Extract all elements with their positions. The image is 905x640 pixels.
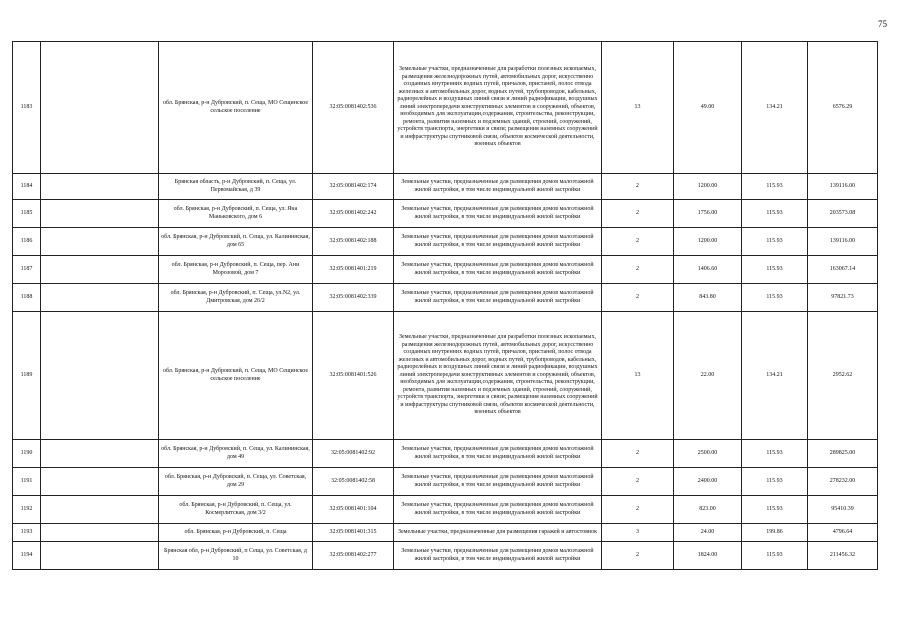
- land-use-cell: Земельные участки, предназначенные для размещения домов малоэтажной жилой застройки, в том числе индивидуальной жилой застройки: [394, 468, 602, 496]
- category-cell: 2: [602, 174, 674, 200]
- category-cell: 13: [602, 42, 674, 174]
- cadastral-number-cell: 32:05:0081402:174: [313, 174, 394, 200]
- cadastral-number-cell: 32:05:0081401:104: [313, 496, 394, 524]
- address-cell: обл. Брянская, р-н Дубровский, п. Сеща, ул. Яна Маньковского, дом 6: [159, 200, 313, 228]
- address-cell: обл. Брянская, р-н Дубровский, п. Сеща, ул. Космерлитская, дом 3/2: [159, 496, 313, 524]
- table-row: [13, 542, 878, 570]
- cadastral-number-cell: 32:05:0081402:242: [313, 200, 394, 228]
- empty-cell: [41, 496, 159, 524]
- row-number: 1183: [13, 42, 41, 174]
- area-cell: 2500.00: [674, 440, 742, 468]
- land-use-cell: Земельные участки, предназначенные для размещения домов малоэтажной жилой застройки, в том числе индивидуальной жилой застройки: [394, 200, 602, 228]
- empty-cell: [41, 542, 159, 570]
- rate-cell: 115.93: [742, 228, 808, 256]
- cadastral-value-cell: 95410.39: [808, 496, 878, 524]
- rate-cell: 199.86: [742, 524, 808, 542]
- table-row: [13, 228, 878, 256]
- category-cell: 13: [602, 312, 674, 440]
- land-use-cell: Земельные участки, предназначенные для размещения домов малоэтажной жилой застройки, в том числе индивидуальной жилой застройки: [394, 284, 602, 312]
- table-row: [13, 468, 878, 496]
- row-number: 1187: [13, 256, 41, 284]
- cadastral-value-cell: 6576.29: [808, 42, 878, 174]
- cadastral-number-cell: 32:05:0081401:219: [313, 256, 394, 284]
- category-cell: 2: [602, 542, 674, 570]
- table-row: [13, 524, 878, 542]
- land-use-cell: Земельные участки, предназначенные для размещения домов малоэтажной жилой застройки, в том числе индивидуальной жилой застройки: [394, 228, 602, 256]
- cadastral-number-cell: 32:05:0081402:339: [313, 284, 394, 312]
- empty-cell: [41, 440, 159, 468]
- cadastral-value-cell: 139116.00: [808, 174, 878, 200]
- rate-cell: 115.93: [742, 284, 808, 312]
- rate-cell: 134.21: [742, 42, 808, 174]
- row-number: 1189: [13, 312, 41, 440]
- land-use-cell: Земельные участки, предназначенные для размещения домов малоэтажной жилой застройки, в том числе индивидуальной жилой застройки: [394, 542, 602, 570]
- empty-cell: [41, 228, 159, 256]
- cadastral-number-cell: 32:05:0081402:277: [313, 542, 394, 570]
- land-use-cell: Земельные участки, предназначенные для размещения домов малоэтажной жилой застройки, в том числе индивидуальной жилой застройки: [394, 174, 602, 200]
- rate-cell: 115.93: [742, 256, 808, 284]
- cadastral-value-cell: 163067.14: [808, 256, 878, 284]
- rate-cell: 115.93: [742, 496, 808, 524]
- address-cell: обл. Брянская, р-н Дубровский, п. Сеща, ул. Калининская, дом 49: [159, 440, 313, 468]
- land-registry-table: [12, 41, 878, 570]
- area-cell: 24.00: [674, 524, 742, 542]
- cadastral-value-cell: 4796.64: [808, 524, 878, 542]
- category-cell: 3: [602, 524, 674, 542]
- empty-cell: [41, 312, 159, 440]
- row-number: 1184: [13, 174, 41, 200]
- cadastral-number-cell: 32:05:0081402:188: [313, 228, 394, 256]
- cadastral-number-cell: 32:05:0081402:92: [313, 440, 394, 468]
- address-cell: обл. Брянская, р-н Дубровский, п. Сеща, пер. Ани Морозовой, дом 7: [159, 256, 313, 284]
- area-cell: 1200.00: [674, 228, 742, 256]
- cadastral-number-cell: 32:05:0081402:536: [313, 42, 394, 174]
- rate-cell: 115.93: [742, 440, 808, 468]
- category-cell: 2: [602, 228, 674, 256]
- cadastral-value-cell: 203573.08: [808, 200, 878, 228]
- area-cell: 1200.00: [674, 174, 742, 200]
- table-row: [13, 440, 878, 468]
- land-use-cell: Земельные участки, предназначенные для разработки полезных ископаемых, размещения железнодорожных путей, автомобильных дорог, искусственно созданных внутренних водных путей, причалов, пристаней, полос отвода железных и автомобильных дорог, водных путей, трубопроводов, кабельных, радиорелейных и воздушных линий связи и линий радиофикации, воздушных линий электропередачи конструктивных элементов и сооружений, объектов, необходимых для эксплуатации,содержания, строительства, реконструкции, ремонта, развития наземных и подземных зданий, строений, сооружений, устройств транспорта, энергетики и связи; размещения наземных сооружений и инфраструктуры спутниковой связи, объектов космической деятельности, военных объектов: [394, 42, 602, 174]
- cadastral-value-cell: 97821.73: [808, 284, 878, 312]
- land-use-cell: Земельные участки, предназначенные для размещения домов малоэтажной жилой застройки, в том числе индивидуальной жилой застройки: [394, 496, 602, 524]
- rate-cell: 115.93: [742, 468, 808, 496]
- row-number: 1191: [13, 468, 41, 496]
- empty-cell: [41, 174, 159, 200]
- area-cell: 2400.00: [674, 468, 742, 496]
- address-cell: обл. Брянская, р-н Дубровский, п. Сеща: [159, 524, 313, 542]
- cadastral-value-cell: 139116.00: [808, 228, 878, 256]
- rate-cell: 115.93: [742, 542, 808, 570]
- row-number: 1193: [13, 524, 41, 542]
- empty-cell: [41, 468, 159, 496]
- table-row: [13, 496, 878, 524]
- cadastral-value-cell: 211456.32: [808, 542, 878, 570]
- category-cell: 2: [602, 468, 674, 496]
- category-cell: 2: [602, 496, 674, 524]
- address-cell: Брянская область, р-н Дубровский, п. Сеща, ул. Первомайская, д 39: [159, 174, 313, 200]
- address-cell: обл. Брянская, р-н Дубровский, п. Сеща, МО Сещинское сельское поселение: [159, 42, 313, 174]
- address-cell: Брянская обл, р-н Дубровский, п Сеща, ул. Советская, д 10: [159, 542, 313, 570]
- row-number: 1192: [13, 496, 41, 524]
- land-use-cell: Земельные участки, предназначенные для разработки полезных ископаемых, размещения железнодорожных путей, автомобильных дорог, искусственно созданных внутренних водных путей, причалов, пристаней, полос отвода железных и автомобильных дорог, водных путей, трубопроводов, кабельных, радиорелейных и воздушных линий связи и линий радиофикации, воздушных линий электропередачи конструктивных элементов и сооружений, объектов, необходимых для эксплуатации,содержания, строительства, реконструкции, ремонта, развития наземных и подземных зданий, строений, сооружений, устройств транспорта, энергетики и связи; размещения наземных сооружений и инфраструктуры спутниковой связи, объектов космической деятельности, военных объектов: [394, 312, 602, 440]
- table-row: [13, 284, 878, 312]
- page-number: 75: [878, 19, 887, 29]
- area-cell: 49.00: [674, 42, 742, 174]
- land-use-cell: Земельные участки, предназначенные для размещения домов малоэтажной жилой застройки, в том числе индивидуальной жилой застройки: [394, 256, 602, 284]
- address-cell: обл. Брянская, р-н Дубровский, п. Сеща, ул. Калининская, дом 65: [159, 228, 313, 256]
- table-row: [13, 174, 878, 200]
- area-cell: 1824.00: [674, 542, 742, 570]
- row-number: 1190: [13, 440, 41, 468]
- address-cell: обл. Брянская, р-н Дубровский, п. Сеща, ул. Советская, дом 29: [159, 468, 313, 496]
- area-cell: 843.80: [674, 284, 742, 312]
- area-cell: 22.00: [674, 312, 742, 440]
- area-cell: 1406.60: [674, 256, 742, 284]
- row-number: 1185: [13, 200, 41, 228]
- category-cell: 2: [602, 284, 674, 312]
- cadastral-number-cell: 32:05:0081401:526: [313, 312, 394, 440]
- table-row: [13, 200, 878, 228]
- rate-cell: 115.93: [742, 174, 808, 200]
- address-cell: обл. Брянская, р-н Дубровский, п. Сеща, МО Сещинское сельское поселение: [159, 312, 313, 440]
- category-cell: 2: [602, 440, 674, 468]
- land-use-cell: Земельные участки, предназначенные для размещения гаражей и автостоянок: [394, 524, 602, 542]
- row-number: 1188: [13, 284, 41, 312]
- land-use-cell: Земельные участки, предназначенные для размещения домов малоэтажной жилой застройки, в том числе индивидуальной жилой застройки: [394, 440, 602, 468]
- cadastral-number-cell: 32:05:0081402:58: [313, 468, 394, 496]
- empty-cell: [41, 42, 159, 174]
- address-cell: обл. Брянская, р-н Дубровский, п. Сеща, ул.N2, ул. Дмитровская, дом 26/2: [159, 284, 313, 312]
- area-cell: 1756.00: [674, 200, 742, 228]
- empty-cell: [41, 284, 159, 312]
- rate-cell: 115.93: [742, 200, 808, 228]
- table-row: [13, 312, 878, 440]
- row-number: 1186: [13, 228, 41, 256]
- row-number: 1194: [13, 542, 41, 570]
- table-row: [13, 256, 878, 284]
- category-cell: 2: [602, 200, 674, 228]
- cadastral-value-cell: 2952.62: [808, 312, 878, 440]
- empty-cell: [41, 256, 159, 284]
- area-cell: 823.00: [674, 496, 742, 524]
- table-row: [13, 42, 878, 174]
- empty-cell: [41, 524, 159, 542]
- cadastral-number-cell: 32:05:0081401:315: [313, 524, 394, 542]
- rate-cell: 134.21: [742, 312, 808, 440]
- cadastral-value-cell: 278232.00: [808, 468, 878, 496]
- category-cell: 2: [602, 256, 674, 284]
- cadastral-value-cell: 289825.00: [808, 440, 878, 468]
- empty-cell: [41, 200, 159, 228]
